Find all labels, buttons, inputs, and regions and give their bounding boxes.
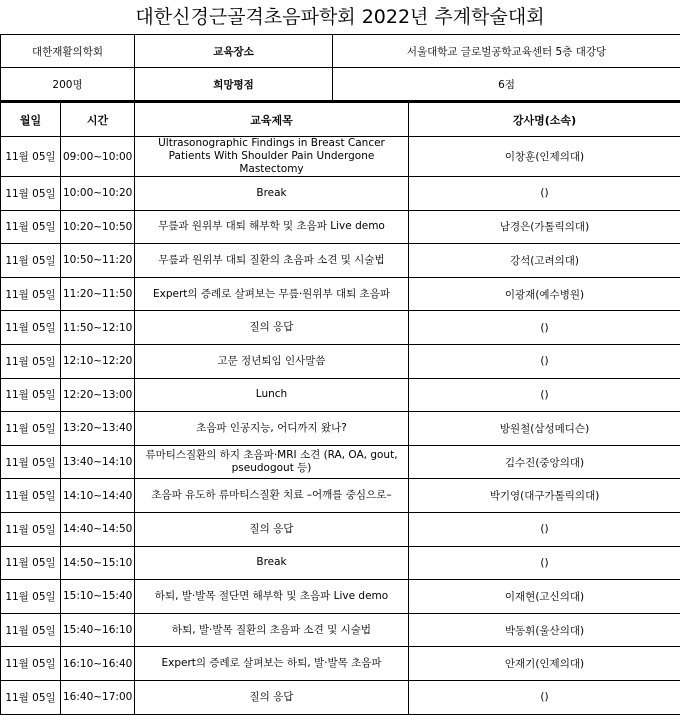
session-time: 11:20~11:50: [61, 277, 135, 311]
table-row: [1, 244, 680, 278]
session-date: 11월 05일: [1, 647, 61, 681]
session-topic: 무릎과 원위부 대퇴 해부학 및 초음파 Live demo: [135, 210, 409, 244]
credit: 6점: [333, 68, 680, 101]
session-date: 11월 05일: [1, 613, 61, 647]
header-lecturer: 강사명(소속): [409, 102, 680, 137]
organizer: 대한재활의학회: [1, 35, 135, 68]
table-row: [1, 344, 680, 378]
session-lecturer: (): [409, 512, 680, 546]
session-date: 11월 05일: [1, 378, 61, 412]
session-topic: Expert의 증례로 살펴보는 하퇴, 발·발목 초음파: [135, 647, 409, 681]
session-topic: 하퇴, 발·발목 질환의 초음파 소견 및 시술법: [135, 613, 409, 647]
session-topic: Expert의 증례로 살펴보는 무릎·원위부 대퇴 초음파: [135, 277, 409, 311]
session-lecturer: 안재기(인제의대): [409, 647, 680, 681]
session-topic: 초음파 유도하 류마티스질환 치료 –어깨를 중심으로–: [135, 479, 409, 513]
session-time: 16:40~17:00: [61, 680, 135, 714]
info-table: [0, 34, 680, 101]
session-date: 11월 05일: [1, 479, 61, 513]
session-date: 11월 05일: [1, 344, 61, 378]
table-row: [1, 445, 680, 479]
session-time: 13:40~14:10: [61, 445, 135, 479]
table-row: [1, 647, 680, 681]
header-date: 월일: [1, 102, 61, 137]
session-time: 10:20~10:50: [61, 210, 135, 244]
table-row: [1, 512, 680, 546]
capacity: 200명: [1, 68, 135, 101]
session-topic: Lunch: [135, 378, 409, 412]
session-lecturer: (): [409, 546, 680, 580]
session-date: 11월 05일: [1, 512, 61, 546]
session-topic: 하퇴, 발·발목 절단면 해부학 및 초음파 Live demo: [135, 580, 409, 614]
session-lecturer: (): [409, 344, 680, 378]
session-date: 11월 05일: [1, 177, 61, 211]
session-date: 11월 05일: [1, 244, 61, 278]
schedule-header: [1, 102, 680, 137]
session-date: 11월 05일: [1, 277, 61, 311]
schedule-table: [0, 101, 680, 715]
session-time: 12:20~13:00: [61, 378, 135, 412]
session-time: 14:40~14:50: [61, 512, 135, 546]
session-topic: Break: [135, 546, 409, 580]
venue-label: 교육장소: [135, 35, 333, 68]
session-lecturer: 박동휘(울산의대): [409, 613, 680, 647]
session-date: 11월 05일: [1, 137, 61, 177]
session-time: 11:50~12:10: [61, 311, 135, 345]
session-time: 10:00~10:20: [61, 177, 135, 211]
session-lecturer: (): [409, 177, 680, 211]
session-topic: 질의 응답: [135, 512, 409, 546]
session-topic: 류마티스질환의 하지 초음파·MRI 소견 (RA, OA, gout, pseudogout 등): [135, 445, 409, 479]
table-row: [1, 137, 680, 177]
session-lecturer: 이광재(예수병원): [409, 277, 680, 311]
session-topic: 질의 응답: [135, 680, 409, 714]
session-topic: Break: [135, 177, 409, 211]
session-date: 11월 05일: [1, 580, 61, 614]
session-lecturer: (): [409, 378, 680, 412]
table-row: [1, 479, 680, 513]
session-time: 14:10~14:40: [61, 479, 135, 513]
session-lecturer: 김수진(중앙의대): [409, 445, 680, 479]
session-topic: 질의 응답: [135, 311, 409, 345]
session-date: 11월 05일: [1, 445, 61, 479]
session-time: 12:10~12:20: [61, 344, 135, 378]
session-lecturer: 이재현(고신의대): [409, 580, 680, 614]
venue: 서울대학교 글로벌공학교육센터 5층 대강당: [333, 35, 680, 68]
table-row: [1, 546, 680, 580]
session-lecturer: 방원철(삼성메디슨): [409, 412, 680, 446]
session-topic: 초음파 인공지능, 어디까지 왔나?: [135, 412, 409, 446]
session-topic: Ultrasonographic Findings in Breast Cancer Patients With Shoulder Pain Undergone Mastectomy: [135, 137, 409, 177]
table-row: [1, 580, 680, 614]
session-lecturer: 박기영(대구가톨릭의대): [409, 479, 680, 513]
page-title: 대한신경근골격초음파학회 2022년 추계학술대회: [0, 0, 680, 34]
schedule-rows: [1, 137, 680, 715]
session-time: 15:10~15:40: [61, 580, 135, 614]
session-date: 11월 05일: [1, 546, 61, 580]
table-row: [1, 277, 680, 311]
session-time: 13:20~13:40: [61, 412, 135, 446]
table-row: [1, 210, 680, 244]
table-row: [1, 680, 680, 714]
session-lecturer: (): [409, 311, 680, 345]
session-time: 09:00~10:00: [61, 137, 135, 177]
table-row: [1, 412, 680, 446]
table-row: [1, 177, 680, 211]
session-topic: 무릎과 원위부 대퇴 질환의 초음파 소견 및 시술법: [135, 244, 409, 278]
session-date: 11월 05일: [1, 210, 61, 244]
info-row-venue: [1, 35, 680, 68]
table-row: [1, 378, 680, 412]
session-date: 11월 05일: [1, 412, 61, 446]
session-topic: 고문 정년퇴임 인사말씀: [135, 344, 409, 378]
session-time: 14:50~15:10: [61, 546, 135, 580]
table-row: [1, 613, 680, 647]
session-date: 11월 05일: [1, 680, 61, 714]
session-lecturer: 남경은(가톨릭의대): [409, 210, 680, 244]
header-time: 시간: [61, 102, 135, 137]
session-time: 15:40~16:10: [61, 613, 135, 647]
session-time: 10:50~11:20: [61, 244, 135, 278]
session-date: 11월 05일: [1, 311, 61, 345]
info-row-credit: [1, 68, 680, 101]
table-row: [1, 311, 680, 345]
session-lecturer: 강석(고려의대): [409, 244, 680, 278]
session-lecturer: 이창훈(인제의대): [409, 137, 680, 177]
credit-label: 희망평점: [135, 68, 333, 101]
session-time: 16:10~16:40: [61, 647, 135, 681]
session-lecturer: (): [409, 680, 680, 714]
header-topic: 교육제목: [135, 102, 409, 137]
